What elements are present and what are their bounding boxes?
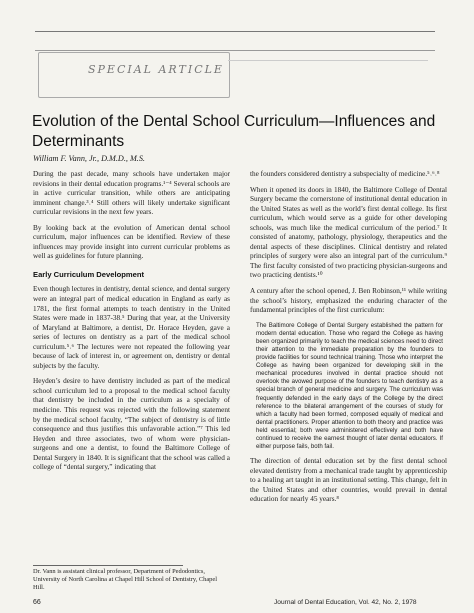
article-title: Evolution of the Dental School Curriculum—Influences and Determinants (32, 113, 436, 150)
paragraph: When it opened its doors in 1840, the Baltimore College of Dental Surgery became the cornerstone of institutional dental education in the United States as well as the world’s first dental college. Its first curriculum, which would serve as a guide for other developing schools, was much like the medical curriculum of the period.⁷ It consisted of anatomy, pathology, physiology, therapeutics and the dental aspects of these disciplines. Clinical dentistry and related principles of surgery were also an integral part of the curriculum.⁹ The first faculty consisted of two practicing physician-surgeons and two practicing dentists.¹⁰ (250, 185, 447, 280)
paragraph: By looking back at the evolution of American dental school curriculum, major influences can be identified. Review of these influences may provide insight into current curricular problems as well as guidelines for future planning. (33, 223, 230, 261)
paragraph: Heyden’s desire to have dentistry included as part of the medical school curriculum led to a proposal to the medical school faculty that dentistry be included in the curriculum as a specialty of medicine. This request was rejected with the following statement by the medical school faculty, “The subject of dentistry is of little consequence and thus justifies this unfavorable action.”⁷ This led Heyden and three associates, two of whom were physician-surgeons and one a dentist, to found the Baltimore College of Dental Surgery in 1840. It is significant that the school was called a college of “dental surgery,” indicating that (33, 377, 230, 472)
right-column (250, 170, 447, 511)
left-column (33, 170, 230, 479)
footnote-rule (33, 565, 183, 566)
paragraph: A century after the school opened, J. Ben Robinson,¹¹ while writing the school’s history, emphasized the enduring character of the fundamental principles of the first curriculum: (250, 287, 447, 315)
author-footnote: Dr. Vann is assistant clinical professor, Department of Pedodontics, University of North Carolina at Chapel Hill School of Dentistry, Chapel Hill. (33, 568, 217, 592)
paragraph: The direction of dental education set by the first dental school elevated dentistry from a mechanical trade taught by apprenticeship to a healing art taught in an institutional setting. This change, felt in the United States and other countries, would prevail in dental education for nearly 45 years.⁸ (250, 457, 447, 504)
paragraph: During the past decade, many schools have undertaken major revisions in their dental education programs.¹⁻⁴ Several schools are in active curricular transition, while others are anticipating imminent change.³˒⁴ Still others will likely undertake significant curricular revisions in the next few years. (33, 170, 230, 217)
article-type-label: SPECIAL ARTICLE (88, 63, 224, 76)
paragraph: Even though lectures in dentistry, dental science, and dental surgery were an integral part of medical education in England as early as 1781, the first formal attempts to teach dentistry in the United States were made in 1837-38.⁵ During that year, at the University of Maryland at Baltimore, a dentist, Dr. Horace Heyden, gave a series of lectures on dentistry as a part of the medical school curriculum.⁵˒⁶ The lectures were not repeated the following year because of lack of interest in, or agreement on, dentistry or dental subjects by the faculty. (33, 285, 230, 370)
page-number: 66 (33, 599, 41, 606)
header-decoration (228, 60, 428, 91)
section-heading: Early Curriculum Development (33, 269, 144, 279)
paragraph: the founders considered dentistry a subspecialty of medicine.⁵˒⁶˒⁸ (250, 170, 440, 178)
journal-citation: Journal of Dental Education, Vol. 42, No. 2, 1978 (274, 599, 417, 606)
author-byline: William F. Vann, Jr., D.M.D., M.S. (33, 154, 145, 163)
block-quote: The Baltimore College of Dental Surgery established the pattern for modern dental education. Those who regard the College as having been organized primarily to teach the medical sciences need to direct their attention to the immediate preparation by the founders to provide facilities for sound technical training. Those who interpret the College as having been organized for developing skill in the mechanical procedures involved in dental practice should not overlook the avowed purpose of the founders to teach dentistry as a special branch of general medicine and surgery. The curriculum was frequently defended in the early days of the College by the direct reference to the bilateral arrangement of the courses of study for which a faculty had been formed, composed equally of medical and dental practitioners. Proper attention to both theory and practice was held essential; both were administered effectively and both have continued to receive the earnest thought of later dental educators. If either purpose fails, both fail. (256, 321, 443, 451)
header-rule (35, 31, 435, 32)
header-rule-secondary (35, 50, 435, 51)
